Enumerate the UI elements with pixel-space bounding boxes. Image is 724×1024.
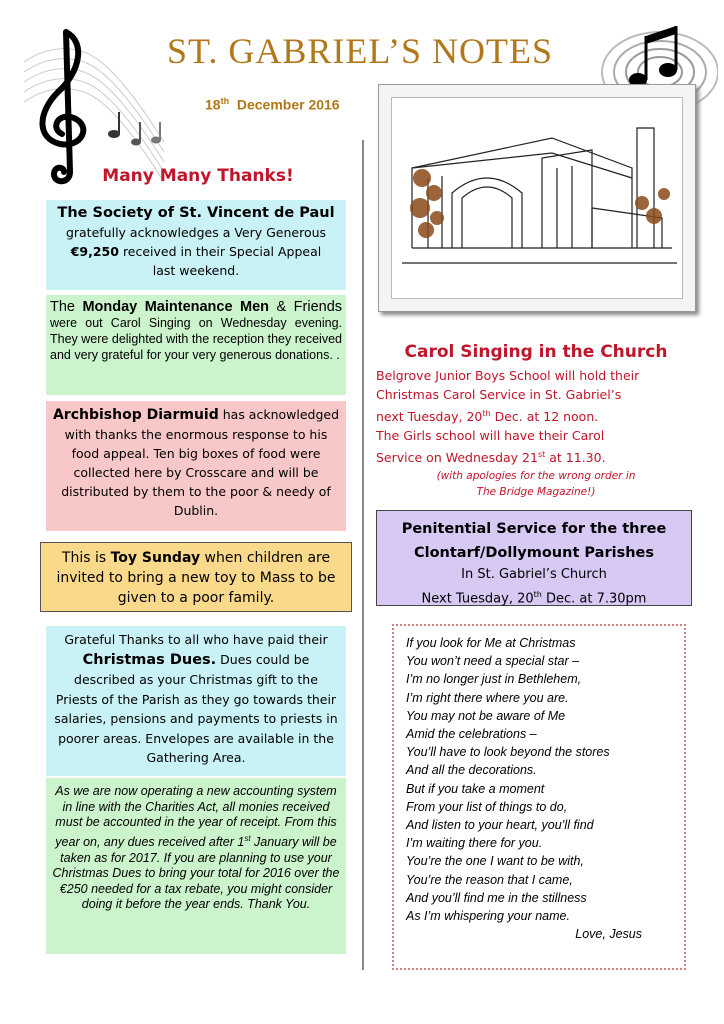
poem-line: You won’t need a special star –	[406, 654, 580, 669]
accounting-notice: As we are now operating a new accounting system in line with the Charities Act, all monies received must be accounted in the year of receipt. From this year on, any dues received after 1st January will be taken as for 2017. If you are planning to use your Christmas Dues to bring your total for 2016 over the €250 needed for a tax rebate, you might consider doing it before the year ends. Thank You.	[46, 778, 346, 954]
carol-singing-text: Belgrove Junior Boys School will hold their Christmas Carol Service in St. Gabriel’s next Tuesday, 20th Dec. at 12 noon. The Girls school will have their Carol Service on Wednesday 21st at 11.30.	[376, 368, 640, 466]
carol-singing-heading: Carol Singing in the Church	[404, 342, 668, 362]
poem-line: You may not be aware of Me	[406, 708, 566, 723]
archbishop-notice: Archbishop Diarmuid has acknowledged with thanks the enormous response to his food appeal. Ten big boxes of food were collected here by Crosscare and will be distributed by them to the poor & needy of Dublin.	[46, 401, 346, 531]
poem-line: I’m right there where you are.	[406, 690, 569, 705]
issue-date: 18th December 2016	[205, 96, 340, 113]
poem-line: You’re the one I want to be with,	[406, 854, 584, 869]
masthead-title: ST. GABRIEL’S NOTES	[166, 31, 554, 71]
penitential-service-notice: Penitential Service for the three Clontarf/Dollymount Parishes In St. Gabriel’s Church Next Tuesday, 20th Dec. at 7.30pm	[376, 510, 692, 606]
poem-line: Amid the celebrations –	[406, 727, 537, 742]
poem-line: And all the decorations.	[406, 763, 537, 778]
poem-line: You’re the reason that I came,	[406, 872, 573, 887]
poem-line: And you’ll find me in the stillness	[406, 890, 587, 905]
poem-line: But if you take a moment	[406, 781, 545, 796]
christmas-dues-notice: Grateful Thanks to all who have paid their Christmas Dues. Dues could be described as your Christmas gift to the Priests of the Parish as they go towards their salaries, pensions and payments to priests in poorer areas. Envelopes are available in the Gathering Area.	[46, 626, 346, 776]
poem-line: I’m no longer just in Bethlehem,	[406, 672, 582, 687]
poem-line: As I’m whispering your name.	[406, 909, 570, 924]
carol-apology-note: (with apologies for the wrong order in The Bridge Magazine!)	[436, 470, 636, 498]
column-divider	[362, 140, 364, 970]
poem-signature: Love, Jesus	[575, 927, 642, 942]
church-drawing	[378, 84, 696, 312]
toy-sunday-notice: This is Toy Sunday when children are invited to bring a new toy to Mass to be given to a poor family.	[40, 542, 352, 612]
svp-notice: The Society of St. Vincent de Paul gratefully acknowledges a Very Generous €9,250 received in their Special Appeal last weekend.	[46, 200, 346, 290]
christmas-poem	[392, 624, 686, 970]
poem-line: From your list of things to do,	[406, 799, 568, 814]
poem-line: If you look for Me at Christmas	[406, 636, 576, 650]
poem-line: I’m waiting there for you.	[406, 836, 543, 851]
maintenance-men-notice: The Monday Maintenance Men & Friends were out Carol Singing on Wednesday evening. They were delighted with the reception they received and very grateful for your very generous donations. .	[46, 295, 346, 395]
thanks-heading: Many Many Thanks!	[102, 166, 294, 186]
poem-line: And listen to your heart, you’ll find	[406, 818, 594, 833]
poem-line: You’ll have to look beyond the stores	[406, 745, 610, 760]
